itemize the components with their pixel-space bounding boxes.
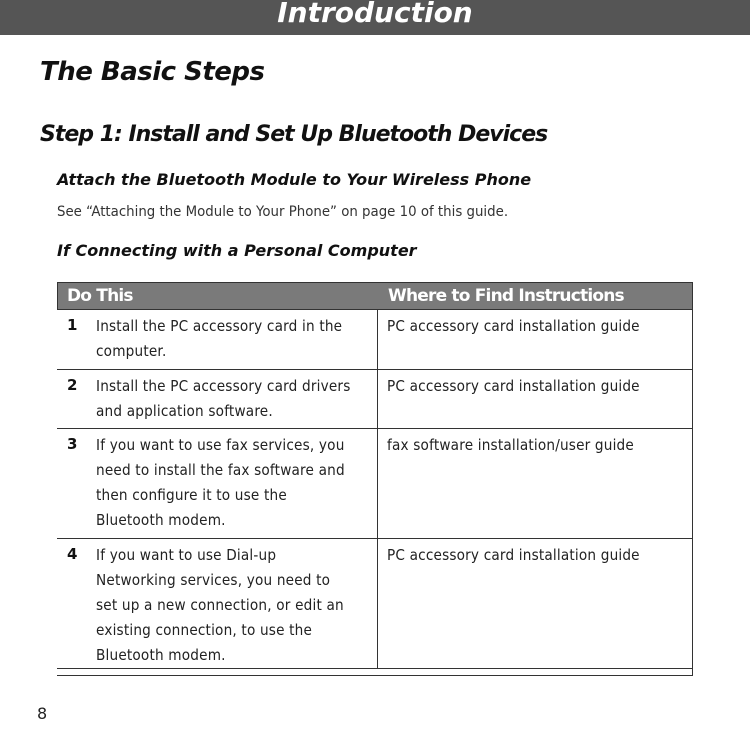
header-bar — [0, 0, 750, 35]
attach-heading: Attach the Bluetooth Module to Your Wireless Phone — [57, 170, 532, 189]
where-cell: fax software installation/user guide — [387, 436, 634, 454]
instructions-table — [57, 282, 693, 676]
where-cell: PC accessory card installation guide — [387, 546, 640, 564]
where-cell: PC accessory card installation guide — [387, 317, 640, 335]
attach-text: See “Attaching the Module to Your Phone” on page 10 of this guide. — [57, 204, 509, 220]
page-number: 8 — [37, 704, 48, 723]
page-title: The Basic Steps — [40, 57, 265, 87]
table-row — [57, 539, 693, 669]
table-bottom-rule — [57, 669, 693, 676]
step-number: 3 — [67, 435, 78, 453]
do-this-cell: If you want to use Dial-up Networking services, you need to set up a new connection, or edit an existing connection, to use the Bluetooth modem. — [96, 546, 344, 664]
do-this-cell: If you want to use fax services, you need to install the fax software and then conﬁgure it to use the Bluetooth modem. — [96, 436, 345, 529]
step-number: 2 — [67, 376, 78, 394]
table-right-border — [692, 310, 693, 676]
column-divider — [377, 310, 378, 669]
where-cell: PC accessory card installation guide — [387, 377, 640, 395]
table-row — [57, 310, 693, 370]
table-header — [57, 282, 693, 310]
step-heading: Step 1: Install and Set Up Bluetooth Devices — [40, 122, 548, 147]
header-do-this: Do This — [67, 286, 133, 306]
table-row — [57, 429, 693, 539]
table-row — [57, 370, 693, 429]
step-number: 1 — [67, 316, 78, 334]
pc-heading: If Connecting with a Personal Computer — [57, 241, 417, 260]
header-where: Where to Find Instructions — [388, 286, 624, 306]
section-title: Introduction — [277, 0, 473, 29]
step-number: 4 — [67, 545, 78, 563]
do-this-cell: Install the PC accessory card in the computer. — [96, 317, 343, 360]
do-this-cell: Install the PC accessory card drivers and application software. — [96, 377, 351, 420]
